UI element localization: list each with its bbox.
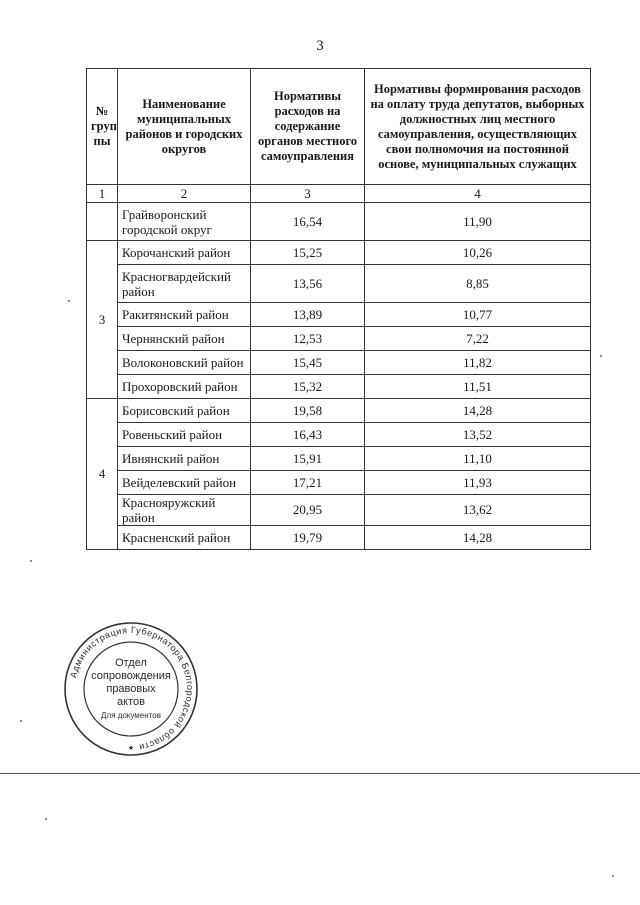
value-col4: 13,52 xyxy=(365,423,591,447)
value-col3: 16,43 xyxy=(251,423,365,447)
value-col4: 13,62 xyxy=(365,495,591,526)
norms-table xyxy=(86,68,591,550)
stamp-line: правовых xyxy=(106,683,156,695)
table-header-row xyxy=(87,69,591,185)
name-cell: Борисовский район xyxy=(118,399,251,423)
group-cell: 3 xyxy=(87,241,118,399)
value-col4: 11,10 xyxy=(365,447,591,471)
stamp-line: актов xyxy=(117,696,145,708)
value-col3: 19,79 xyxy=(251,526,365,550)
name-cell: Ровеньский район xyxy=(118,423,251,447)
name-cell: Ивнянский район xyxy=(118,447,251,471)
value-col4: 14,28 xyxy=(365,399,591,423)
value-col3: 15,91 xyxy=(251,447,365,471)
value-col4: 10,26 xyxy=(365,241,591,265)
scan-speck xyxy=(20,720,22,722)
header-group: № груп пы xyxy=(87,69,118,185)
scan-speck xyxy=(612,875,614,877)
header-name: Наименование муниципальных районов и городских округов xyxy=(118,69,251,185)
stamp-line: сопровождения xyxy=(91,670,171,682)
page-divider xyxy=(0,773,640,774)
header-col3: Нормативы расходов на содержание органов местного самоуправления xyxy=(251,69,365,185)
stamp-line: Отдел xyxy=(115,657,147,669)
value-col3: 15,32 xyxy=(251,375,365,399)
table-row xyxy=(87,327,591,351)
column-number: 2 xyxy=(118,185,251,203)
name-cell: Прохоровский район xyxy=(118,375,251,399)
table-row xyxy=(87,423,591,447)
name-cell: Красненский район xyxy=(118,526,251,550)
value-col3: 20,95 xyxy=(251,495,365,526)
page-number: 3 xyxy=(316,38,324,54)
value-col4: 10,77 xyxy=(365,303,591,327)
scan-speck xyxy=(30,560,32,562)
value-col3: 12,53 xyxy=(251,327,365,351)
name-cell: Корочанский район xyxy=(118,241,251,265)
value-col3: 15,45 xyxy=(251,351,365,375)
value-col4: 11,90 xyxy=(365,203,591,241)
value-col3: 13,89 xyxy=(251,303,365,327)
name-cell: Чернянский район xyxy=(118,327,251,351)
value-col4: 11,51 xyxy=(365,375,591,399)
name-cell: Красногвардейский район xyxy=(118,265,251,303)
column-number: 1 xyxy=(87,185,118,203)
table-row xyxy=(87,241,591,265)
column-number-row xyxy=(87,185,591,203)
table-row xyxy=(87,351,591,375)
table-row xyxy=(87,399,591,423)
table-row xyxy=(87,447,591,471)
scan-speck xyxy=(68,300,70,302)
table-row xyxy=(87,495,591,526)
scan-speck xyxy=(45,818,47,820)
scan-speck xyxy=(600,355,602,357)
stamp-bottom-text: Для документов xyxy=(101,711,161,720)
table-row xyxy=(87,471,591,495)
value-col4: 11,93 xyxy=(365,471,591,495)
value-col4: 14,28 xyxy=(365,526,591,550)
group-cell: 4 xyxy=(87,399,118,550)
value-col4: 11,82 xyxy=(365,351,591,375)
group-cell xyxy=(87,203,118,241)
value-col3: 13,56 xyxy=(251,265,365,303)
value-col4: 8,85 xyxy=(365,265,591,303)
name-cell: Ракитянский район xyxy=(118,303,251,327)
table-row xyxy=(87,303,591,327)
header-col4: Нормативы формирования расходов на оплату труда депутатов, выборных должностных лиц местного самоуправления, осуществляющих свои полномочия на постоянной основе, муниципальных служащих xyxy=(365,69,591,185)
stamp-ring-text: Администрация Губернатора Белгородской области xyxy=(68,624,196,753)
department-stamp xyxy=(62,620,200,758)
value-col3: 19,58 xyxy=(251,399,365,423)
value-col3: 15,25 xyxy=(251,241,365,265)
name-cell: Вейделевский район xyxy=(118,471,251,495)
table-row xyxy=(87,265,591,303)
value-col3: 17,21 xyxy=(251,471,365,495)
name-cell: Грайворонский городской округ xyxy=(118,203,251,241)
value-col4: 7,22 xyxy=(365,327,591,351)
table-row xyxy=(87,526,591,550)
column-number: 3 xyxy=(251,185,365,203)
name-cell: Краснояружский район xyxy=(118,495,251,526)
stamp-star: ★ xyxy=(127,744,135,752)
value-col3: 16,54 xyxy=(251,203,365,241)
name-cell: Волоконовский район xyxy=(118,351,251,375)
column-number: 4 xyxy=(365,185,591,203)
table-row xyxy=(87,203,591,241)
table-row xyxy=(87,375,591,399)
